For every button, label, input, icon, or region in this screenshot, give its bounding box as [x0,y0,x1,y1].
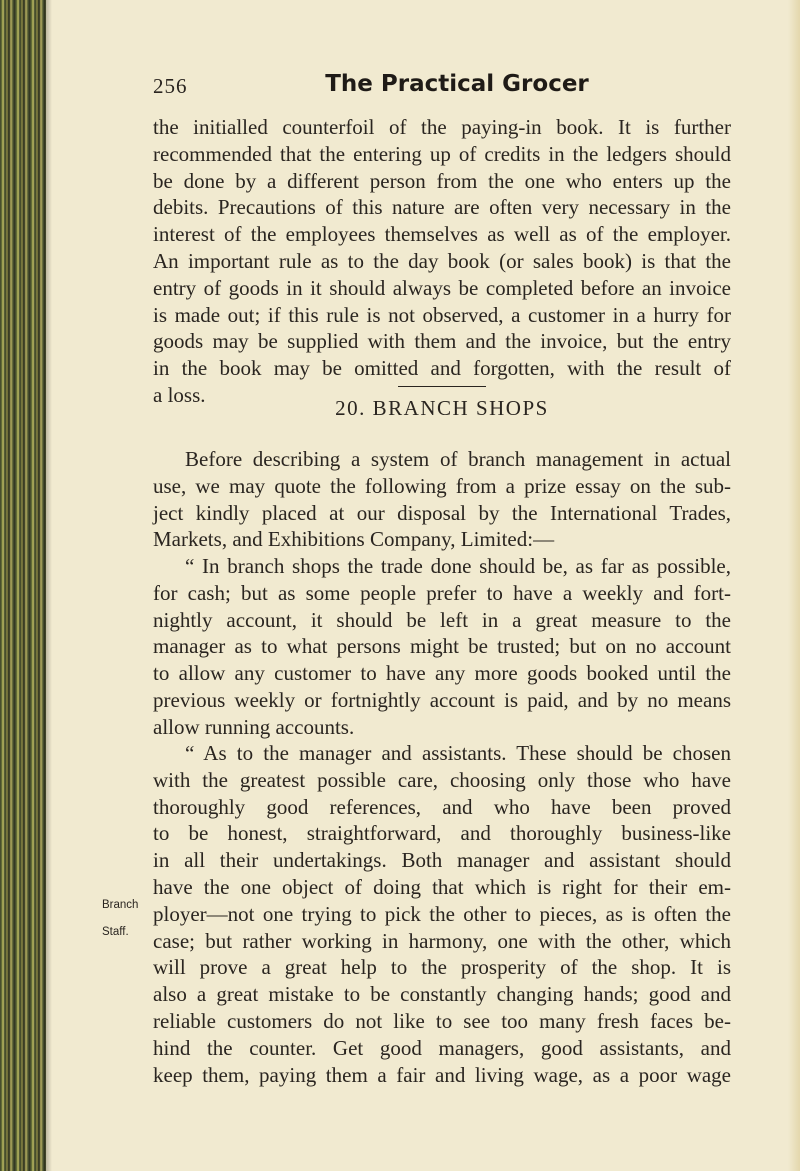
paragraph-cash-trade [153,553,731,741]
text-line: nightly account, it should be left in a great measure to the [153,607,731,632]
text-line: thoroughly good references, and who have been proved [153,794,731,819]
text-line: hind the counter. Get good managers, good assistants, and [153,1035,731,1060]
margin-note [102,892,152,946]
paragraph-manager-assistants [153,740,731,1088]
text-line: manager as to what persons might be trusted; but on no account [153,634,731,659]
text-line: ployer—not one trying to pick the other to pieces, as is often the [153,901,731,926]
text-line: be done by a different person from the one who enters up the [153,168,731,193]
paragraph-ledger-precautions [153,114,731,409]
text-line: debits. Precautions of this nature are often very necessary in the [153,195,731,220]
text-line: in all their undertakings. Both manager and assistant should [153,848,731,873]
text-line: to allow any customer to have any more goods booked until the [153,661,731,686]
page-edge-shadow [788,0,800,1171]
text-line: entry of goods in it should always be completed before an invoice [153,275,731,300]
text-line: ject kindly placed at our disposal by the International Trades, [153,500,731,525]
text-line: Markets, and Exhibitions Company, Limited:— [153,527,555,552]
book-binding-edge [0,0,46,1171]
text-line: “ As to the manager and assistants. These should be chosen [185,741,731,765]
text-line: have the one object of doing that which is right for their em- [153,874,731,899]
text-line: to be honest, straightforward, and thoroughly business-like [153,821,731,846]
running-title: The Practical Grocer [325,71,589,97]
page-header [153,71,731,104]
text-line: previous weekly or fortnightly account is paid, and by no means [153,687,731,712]
text-line: is made out; if this rule is not observed, a customer in a hurry for [153,302,731,327]
text-line: also a great mistake to be constantly changing hands; good and [153,982,731,1007]
text-line: will prove a great help to the prosperity of the shop. It is [153,955,731,980]
text-line: keep them, paying them a fair and living wage, as a poor wage [153,1062,731,1087]
page-number: 256 [153,74,188,98]
text-line: An important rule as to the day book (or sales book) is that the [153,248,731,273]
paragraph-branch-intro [153,446,731,553]
margin-note-line: Staff. [102,925,129,938]
text-line: for cash; but as some people prefer to have a weekly and fort- [153,580,731,605]
text-line: recommended that the entering up of credits in the ledgers should [153,141,731,166]
text-line: Before describing a system of branch management in actual [185,447,731,471]
text-line: with the greatest possible care, choosing only those who have [153,767,731,792]
section-heading: 20. BRANCH SHOPS [335,396,549,420]
text-line: the initialled counterfoil of the paying-in book. It is further [153,115,731,139]
margin-note-line: Branch [102,899,139,911]
text-line: reliable customers do not like to see too many fresh faces be- [153,1008,731,1033]
text-line: case; but rather working in harmony, one with the other, which [153,928,731,953]
text-line: use, we may quote the following from a prize essay on the sub- [153,473,731,498]
section-divider [398,386,486,387]
text-line: goods may be supplied with them and the invoice, but the entry [153,329,731,354]
text-line: a loss. [153,382,206,407]
text-line: allow running accounts. [153,714,355,739]
text-line: interest of the employees themselves as well as of the employer. [153,222,731,247]
text-line: in the book may be omitted and forgotten, with the result of [153,356,731,381]
text-line: “ In branch shops the trade done should be, as far as possible, [185,554,731,578]
